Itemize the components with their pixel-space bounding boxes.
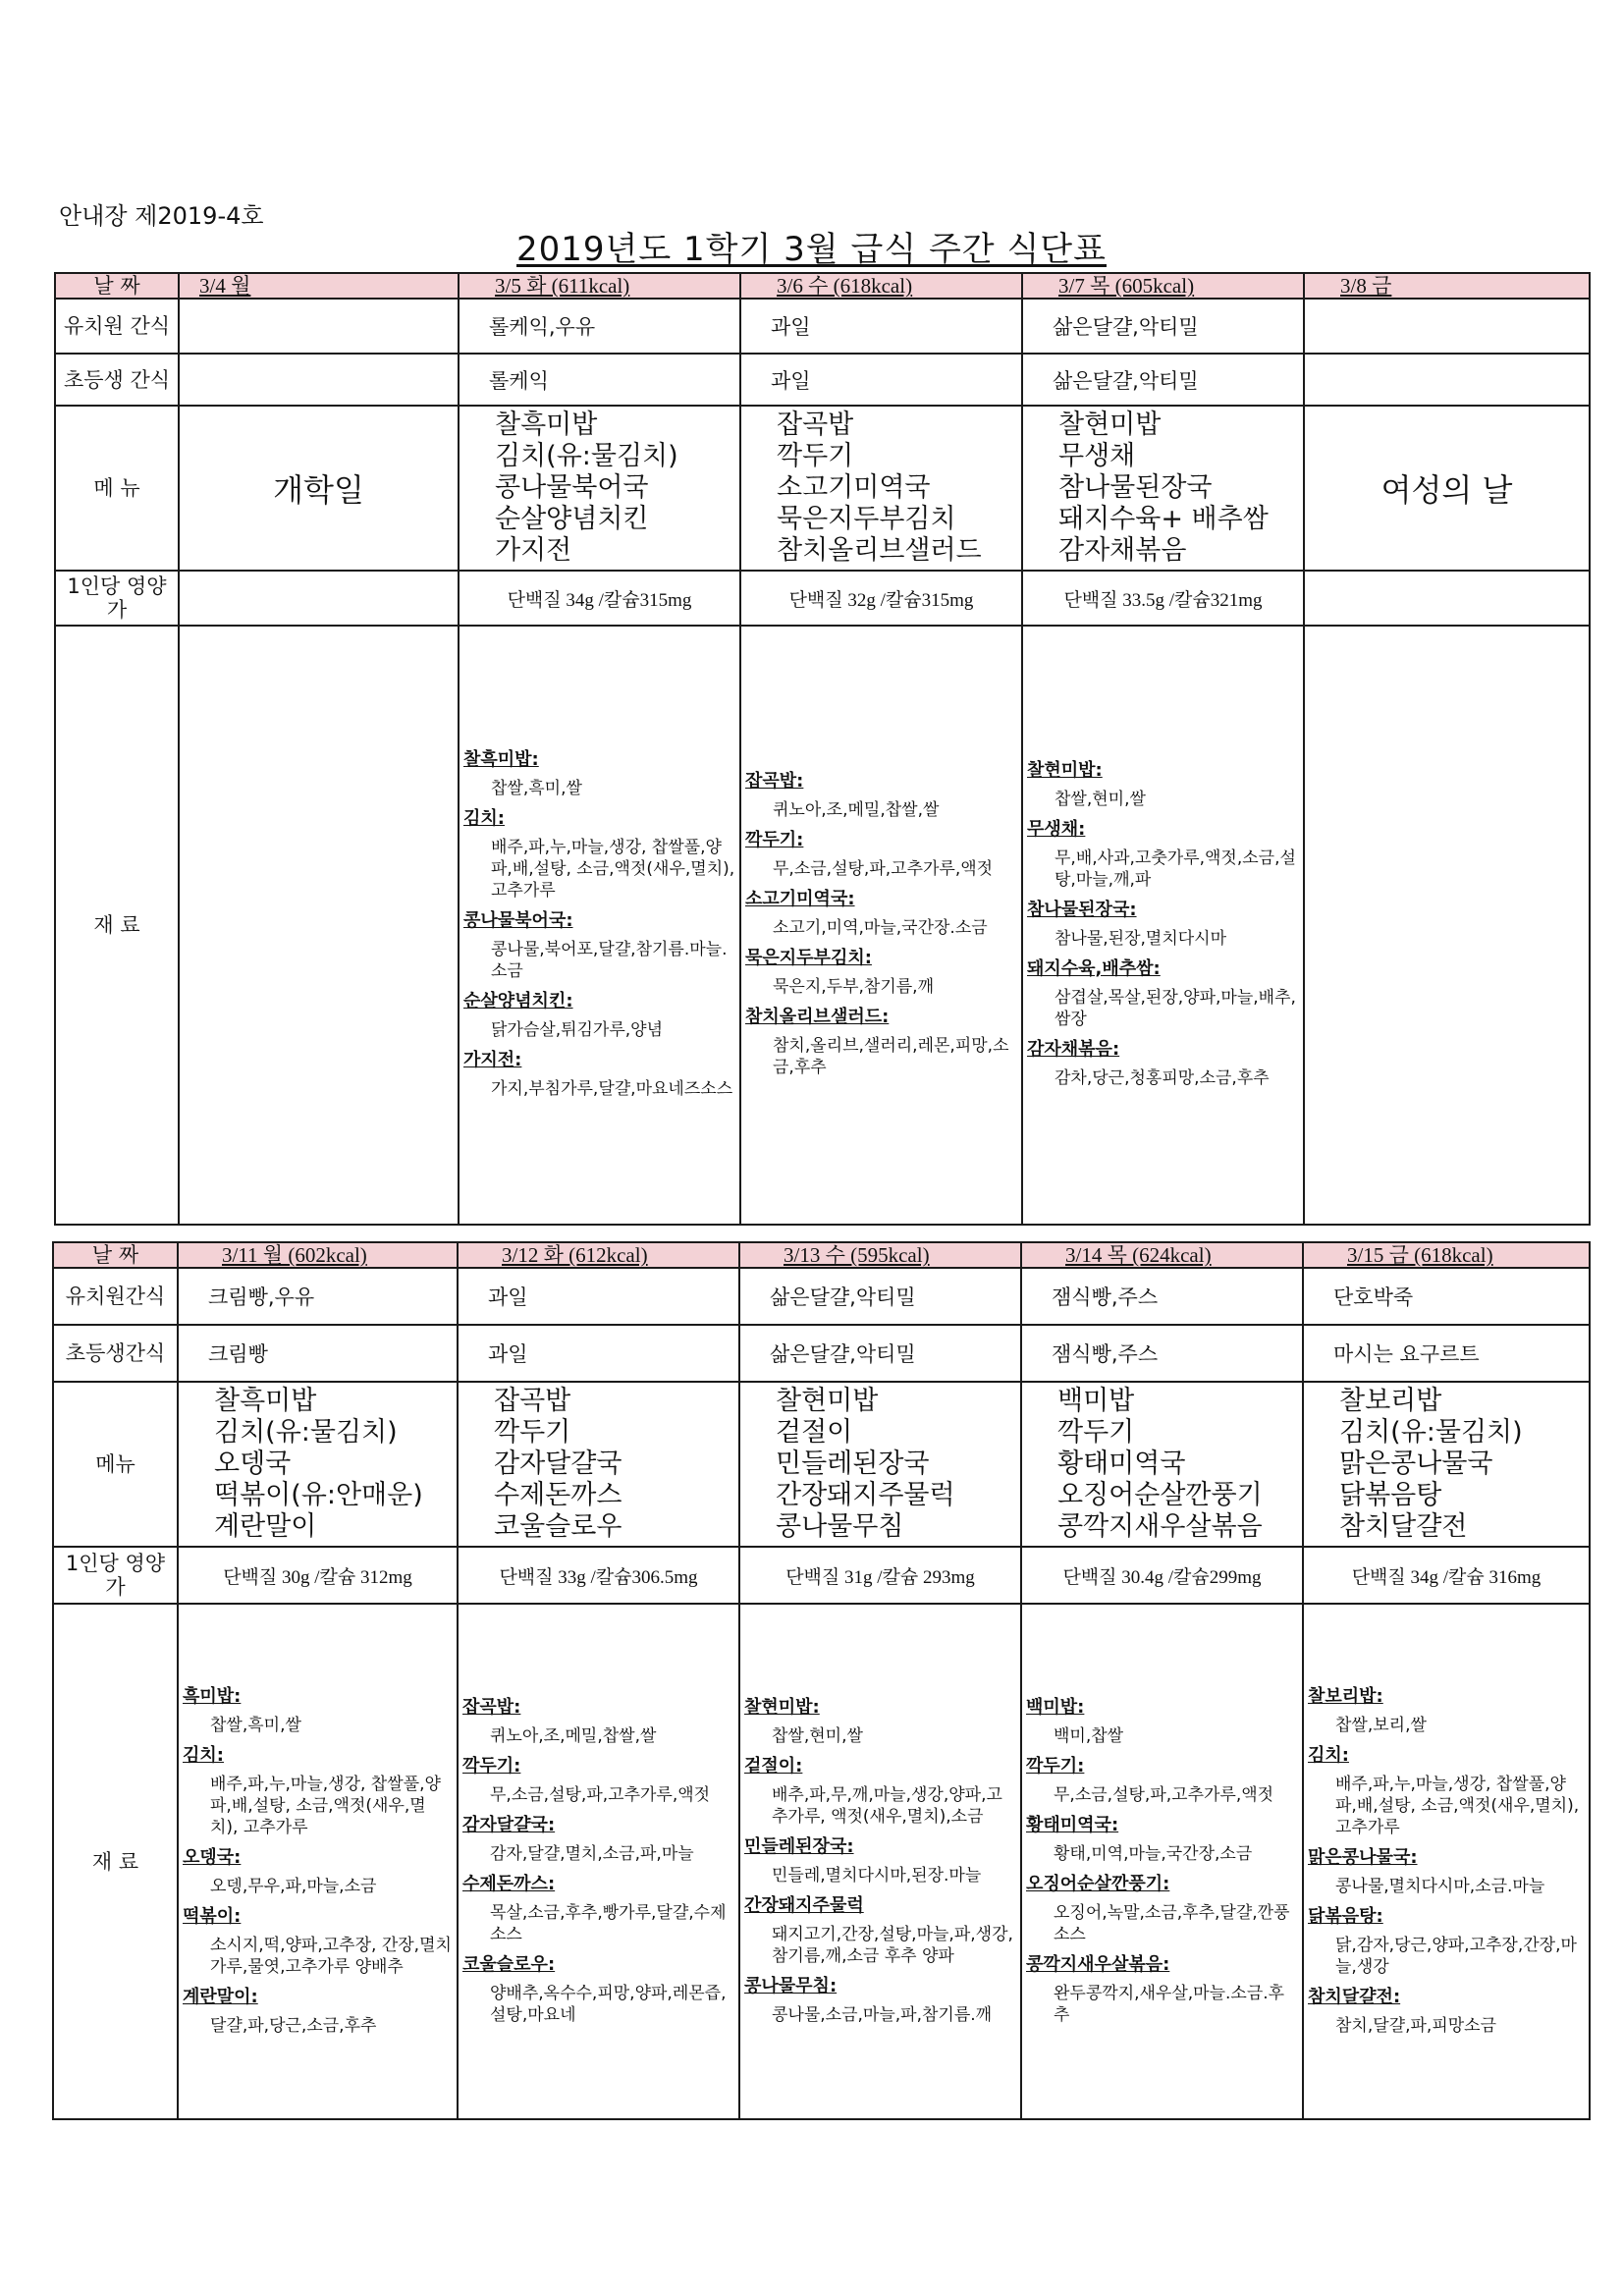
menu-item: 감자채볶음 [1058, 535, 1187, 566]
menu-item: 간장돼지주물럭 [776, 1480, 955, 1510]
menu-item: 떡볶이(유:안매운) [214, 1480, 423, 1510]
week1-menu-table [54, 272, 1591, 1226]
ingredients-cell [1021, 1604, 1303, 2119]
ingredient-group [1027, 759, 1299, 810]
ingredients-row [55, 626, 1590, 1225]
ingredient-group [183, 1986, 453, 2037]
elem-snack-row [53, 1325, 1590, 1382]
nutrition-cell [179, 571, 459, 626]
elem-snack-label: 초등생 간식 [55, 354, 179, 406]
menu-cell [1021, 1382, 1303, 1547]
ingredient-group [1026, 1696, 1298, 1747]
nutrition-cell: 단백질 34g /칼슘 316mg [1303, 1547, 1590, 1604]
ingredient-group [183, 1905, 453, 1978]
dish-name: 참나물된장국: [1027, 900, 1137, 920]
menu-item: 잡곡밥 [777, 410, 854, 440]
menu-item: 오징어순살깐풍기 [1057, 1480, 1263, 1510]
day-header: 3/7 목 (605kcal) [1022, 273, 1304, 299]
ingredient-group [462, 1953, 734, 2026]
ingredient-list: 콩나물,소금,마늘,파,참기름.깨 [772, 2004, 993, 2025]
dish-name: 김치: [1308, 1744, 1349, 1766]
menu-item: 콩깍지새우살볶음 [1057, 1511, 1263, 1542]
holiday-cell: 여성의 날 [1304, 406, 1590, 571]
date-label: 날 짜 [55, 273, 179, 299]
dish-name: 콩나물무침: [744, 1975, 838, 1996]
dish-name: 깍두기: [462, 1755, 521, 1777]
ingredient-group [463, 909, 735, 982]
dish-name: 깍두기: [1026, 1755, 1085, 1777]
snack-cell: 단호박죽 [1303, 1268, 1590, 1325]
menu-item: 묵은지두부김치 [777, 504, 956, 534]
elem-snack-row [55, 354, 1590, 406]
ingredient-group [744, 1835, 1016, 1886]
ingredient-list: 무,소금,설탕,파,고추가루,액젓 [490, 1784, 711, 1805]
ingredient-group [745, 829, 1017, 880]
ingredient-list: 참나물,된장,멸치다시마 [1055, 929, 1227, 949]
day-header: 3/12 화 (612kcal) [458, 1242, 739, 1268]
date-row [55, 273, 1590, 299]
ingredient-list: 소시지,떡,양파,고추장, 간장,멸치가루,물엿,고추가루 양배추 [210, 1935, 452, 1977]
day-header: 3/13 수 (595kcal) [739, 1242, 1021, 1268]
ingredient-group [1027, 818, 1299, 891]
menu-cell [739, 1382, 1021, 1547]
nutrition-cell: 단백질 30g /칼슘 312mg [178, 1547, 458, 1604]
ingredient-group [1026, 1873, 1298, 1945]
menu-item: 민들레된장국 [776, 1449, 930, 1479]
nutrition-cell: 단백질 33g /칼슘306.5mg [458, 1547, 739, 1604]
ingredient-list: 감차,당근,청홍피망,소금,후추 [1055, 1068, 1270, 1088]
ingredients-cell [1304, 626, 1590, 1225]
dish-name: 콩나물북어국: [463, 910, 573, 931]
day-header: 3/14 목 (624kcal) [1021, 1242, 1303, 1268]
menu-item: 참치달걀전 [1339, 1511, 1468, 1542]
nutrition-cell: 단백질 34g /칼슘315mg [459, 571, 740, 626]
ingredient-group [463, 990, 735, 1041]
snack-cell [1304, 354, 1590, 406]
snack-cell: 과일 [458, 1325, 739, 1382]
ingredient-list: 가지,부침가루,달걀,마요네즈소스 [491, 1079, 733, 1099]
menu-cell [1022, 406, 1304, 571]
ingredient-group [1308, 1905, 1585, 1978]
ingredient-group [745, 1006, 1017, 1078]
dish-name: 민들레된장국: [744, 1835, 854, 1857]
dish-name: 김치: [183, 1744, 224, 1766]
nutrition-cell: 단백질 31g /칼슘 293mg [739, 1547, 1021, 1604]
ingredient-group [183, 1744, 453, 1838]
document-number: 안내장 제2019-4호 [59, 202, 264, 230]
menu-item: 찰현미밥 [1058, 410, 1162, 440]
dish-name: 묵은지두부김치: [745, 948, 872, 968]
dish-name: 코울슬로우: [462, 1953, 556, 1975]
ingredient-list: 콩나물,북어포,달걀,참기름.마늘.소금 [491, 940, 728, 981]
holiday-cell: 개학일 [179, 406, 459, 571]
ingredient-list: 퀴노아,조,메밀,찹쌀,쌀 [773, 800, 940, 820]
dish-name: 가지전: [463, 1050, 522, 1070]
snack-cell [1304, 299, 1590, 354]
snack-cell: 과일 [458, 1268, 739, 1325]
ingredient-group [1026, 1814, 1298, 1865]
dish-name: 잡곡밥: [462, 1696, 521, 1718]
ingredient-group [1308, 1846, 1585, 1897]
menu-item: 잡곡밥 [494, 1386, 571, 1416]
ingredients-cell [179, 626, 459, 1225]
kinder-snack-row [53, 1268, 1590, 1325]
ingredients-cell [1303, 1604, 1590, 2119]
dish-name: 계란말이: [183, 1986, 258, 2007]
ingredient-group [462, 1696, 734, 1747]
ingredient-list: 무,소금,설탕,파,고추가루,액젓 [773, 859, 994, 879]
ingredient-list: 황태,미역,마늘,국간장,소금 [1054, 1843, 1253, 1864]
menu-item: 김치(유:물김치) [495, 441, 678, 471]
ingredient-list: 참치,달걀,파,피망소금 [1335, 2015, 1497, 2036]
dish-name: 돼지수육,배추쌈: [1027, 958, 1161, 979]
dish-name: 잡곡밥: [745, 771, 804, 792]
day-header: 3/11 월 (602kcal) [178, 1242, 458, 1268]
ingredients-cell [458, 1604, 739, 2119]
dish-name: 오징어순살깐풍기: [1026, 1873, 1170, 1894]
ingredient-group [744, 1975, 1016, 2026]
ingredient-group [183, 1685, 453, 1736]
day-header: 3/8 금 [1304, 273, 1590, 299]
ingredient-group [462, 1814, 734, 1865]
ingredient-list: 찹쌀,현미,쌀 [772, 1725, 863, 1746]
menu-cell [1303, 1382, 1590, 1547]
menu-item: 소고기미역국 [777, 472, 931, 503]
snack-cell: 잼식빵,주스 [1021, 1325, 1303, 1382]
nutrition-label: 1인당 영양가 [55, 571, 179, 626]
dish-name: 흑미밥: [183, 1685, 242, 1707]
dish-name: 김치: [463, 808, 505, 829]
menu-item: 황태미역국 [1057, 1449, 1186, 1479]
menu-item: 깍두기 [494, 1417, 571, 1448]
snack-cell: 크림빵 [178, 1325, 458, 1382]
menu-item: 찰보리밥 [1339, 1386, 1442, 1416]
dish-name: 오뎅국: [183, 1846, 242, 1868]
nutrition-row [53, 1547, 1590, 1604]
dish-name: 간장돼지주물럭 [744, 1894, 864, 1916]
day-header: 3/15 금 (618kcal) [1303, 1242, 1590, 1268]
ingredient-group [1027, 899, 1299, 950]
ingredient-group [463, 748, 735, 799]
ingredients-label: 재 료 [53, 1604, 178, 2119]
ingredient-group [1026, 1755, 1298, 1806]
menu-item: 감자달걀국 [494, 1449, 622, 1479]
dish-name: 감자채볶음: [1027, 1039, 1120, 1060]
ingredients-cell [178, 1604, 458, 2119]
dish-name: 찰현미밥: [1027, 760, 1103, 781]
ingredient-list: 묵은지,두부,참기름,깨 [773, 977, 935, 997]
menu-item: 백미밥 [1057, 1386, 1135, 1416]
dish-name: 깍두기: [745, 830, 804, 850]
ingredient-list: 삼겹살,목살,된장,양파,마늘,배추,쌈장 [1055, 988, 1296, 1029]
ingredient-list: 참치,올리브,샐러리,레몬,피망,소금,후추 [773, 1036, 1009, 1077]
ingredient-group [463, 807, 735, 902]
dish-name: 감자달걀국: [462, 1814, 556, 1835]
kinder-snack-label: 유치원 간식 [55, 299, 179, 354]
dish-name: 수제돈까스: [462, 1873, 556, 1894]
menu-label: 메뉴 [53, 1382, 178, 1547]
menu-row [53, 1382, 1590, 1547]
menu-item: 맑은콩나물국 [1339, 1449, 1493, 1479]
ingredient-list: 오뎅,무우,파,마늘,소금 [210, 1876, 377, 1896]
ingredient-list: 찹쌀,현미,쌀 [1055, 790, 1146, 809]
dish-name: 백미밥: [1026, 1696, 1085, 1718]
ingredient-group [1308, 1744, 1585, 1838]
menu-item: 겉절이 [776, 1417, 853, 1448]
dish-name: 떡볶이: [183, 1905, 242, 1927]
ingredient-group [183, 1846, 453, 1897]
menu-item: 참치올리브샐러드 [777, 535, 982, 566]
menu-row [55, 406, 1590, 571]
snack-cell: 마시는 요구르트 [1303, 1325, 1590, 1382]
ingredient-list: 배주,파,누,마늘,생강, 찹쌀풀,양파,배,설탕, 소금,액젓(새우,멸치), 고추가루 [1335, 1774, 1580, 1837]
ingredients-cell [459, 626, 740, 1225]
dish-name: 황태미역국: [1026, 1814, 1119, 1835]
ingredient-group [744, 1696, 1016, 1747]
ingredients-label: 재 료 [55, 626, 179, 1225]
kinder-snack-row [55, 299, 1590, 354]
ingredients-cell [740, 626, 1022, 1225]
menu-cell [740, 406, 1022, 571]
ingredient-list: 찹쌀,흑미,쌀 [491, 779, 582, 798]
ingredient-group [462, 1873, 734, 1945]
dish-name: 소고기미역국: [745, 889, 855, 909]
day-header: 3/5 화 (611kcal) [459, 273, 740, 299]
snack-cell: 과일 [740, 299, 1022, 354]
ingredient-group [1308, 1685, 1585, 1736]
ingredient-list: 완두콩깍지,새우살,마늘.소금.후추 [1054, 1983, 1285, 2025]
menu-item: 김치(유:물김치) [1339, 1417, 1523, 1448]
ingredient-list: 양배추,옥수수,피망,양파,레몬즙,설탕,마요네 [490, 1983, 727, 2025]
snack-cell: 삶은달걀,악티밀 [1022, 299, 1304, 354]
ingredient-list: 배주,파,누,마늘,생강, 찹쌀풀,양파,배,설탕, 소금,액젓(새우,멸치), 고추가루 [491, 838, 735, 901]
menu-cell [178, 1382, 458, 1547]
dish-name: 닭볶음탕: [1308, 1905, 1383, 1927]
menu-label: 메 뉴 [55, 406, 179, 571]
ingredient-list: 소고기,미역,마늘,국간장.소금 [773, 918, 988, 938]
ingredient-group [1027, 1038, 1299, 1089]
menu-item: 찰흑미밥 [495, 410, 598, 440]
dish-name: 참치달걀전: [1308, 1986, 1401, 2007]
kinder-snack-label: 유치원간식 [53, 1268, 178, 1325]
ingredient-list: 백미,찹쌀 [1054, 1725, 1124, 1746]
menu-item: 참나물된장국 [1058, 472, 1213, 503]
menu-cell [459, 406, 740, 571]
ingredient-list: 무,소금,설탕,파,고추가루,액젓 [1054, 1784, 1274, 1805]
snack-cell: 삶은달걀,악티밀 [739, 1268, 1021, 1325]
menu-cell [458, 1382, 739, 1547]
menu-item: 수제돈까스 [494, 1480, 622, 1510]
ingredient-list: 돼지고기,간장,설탕,마늘,파,생강,참기름,깨,소금 후추 양파 [772, 1924, 1013, 1966]
dish-name: 겉절이: [744, 1755, 803, 1777]
week2-menu-table [52, 1241, 1591, 2120]
ingredient-list: 배추,파,무,깨,마늘,생강,양파,고추가루, 액젓(새우,멸치),소금 [772, 1784, 1002, 1827]
ingredient-group [1027, 957, 1299, 1030]
ingredient-group [745, 888, 1017, 939]
ingredient-list: 배주,파,누,마늘,생강, 찹쌀풀,양파,배,설탕, 소금,액젓(새우,멸치), 고추가루 [210, 1774, 441, 1837]
nutrition-label: 1인당 영양가 [53, 1547, 178, 1604]
nutrition-cell [1304, 571, 1590, 626]
menu-item: 오뎅국 [214, 1449, 292, 1479]
ingredient-list: 민들레,멸치다시마,된장.마늘 [772, 1865, 982, 1886]
ingredient-list: 찹쌀,흑미,쌀 [210, 1715, 301, 1735]
menu-item: 깍두기 [1057, 1417, 1135, 1448]
ingredient-group [1308, 1986, 1585, 2037]
snack-cell: 과일 [740, 354, 1022, 406]
snack-cell: 잼식빵,주스 [1021, 1268, 1303, 1325]
ingredient-group [1026, 1953, 1298, 2026]
menu-item: 콩나물북어국 [495, 472, 649, 503]
elem-snack-label: 초등생간식 [53, 1325, 178, 1382]
menu-item: 계란말이 [214, 1511, 317, 1542]
dish-name: 무생채: [1027, 819, 1086, 840]
dish-name: 맑은콩나물국: [1308, 1846, 1418, 1868]
menu-item: 순살양념치킨 [495, 504, 649, 534]
ingredient-list: 콩나물,멸치다시마,소금.마늘 [1335, 1876, 1545, 1896]
menu-item: 코울슬로우 [494, 1511, 622, 1542]
menu-item: 돼지수육+ 배추쌈 [1058, 504, 1269, 534]
menu-item: 김치(유:물김치) [214, 1417, 398, 1448]
dish-name: 찰흑미밥: [463, 749, 539, 770]
snack-cell: 롤케익 [459, 354, 740, 406]
ingredient-group [745, 947, 1017, 998]
ingredient-list: 무,배,사과,고춧가루,액젓,소금,설탕,마늘,깨,파 [1055, 848, 1296, 890]
ingredient-list: 감자,달걀,멸치,소금,파,마늘 [490, 1843, 694, 1864]
ingredient-list: 오징어,녹말,소금,후추,달걀,깐풍소스 [1054, 1902, 1290, 1944]
ingredient-list: 퀴노아,조,메밀,찹쌀,쌀 [490, 1725, 657, 1746]
snack-cell [179, 299, 459, 354]
menu-item: 닭볶음탕 [1339, 1480, 1442, 1510]
ingredient-list: 닭,감자,당근,양파,고추장,간장,마늘,생강 [1335, 1935, 1577, 1977]
dish-name: 콩깍지새우살볶음: [1026, 1953, 1170, 1975]
date-label: 날 짜 [53, 1242, 178, 1268]
menu-item: 깍두기 [777, 441, 854, 471]
day-header: 3/4 월 [179, 273, 459, 299]
menu-item: 가지전 [495, 535, 572, 566]
ingredients-cell [1022, 626, 1304, 1225]
ingredient-list: 목살,소금,후추,빵가루,달걀,수제소스 [490, 1902, 727, 1944]
ingredients-row [53, 1604, 1590, 2119]
nutrition-cell: 단백질 32g /칼슘315mg [740, 571, 1022, 626]
snack-cell: 롤케익,우유 [459, 299, 740, 354]
ingredients-cell [739, 1604, 1021, 2119]
date-row [53, 1242, 1590, 1268]
ingredient-group [462, 1755, 734, 1806]
dish-name: 찰현미밥: [744, 1696, 820, 1718]
nutrition-row [55, 571, 1590, 626]
menu-item: 찰현미밥 [776, 1386, 879, 1416]
nutrition-cell: 단백질 30.4g /칼슘299mg [1021, 1547, 1303, 1604]
menu-item: 찰흑미밥 [214, 1386, 317, 1416]
page-title: 2019년도 1학기 3월 급식 주간 식단표 [516, 230, 1107, 269]
ingredient-list: 달걀,파,당근,소금,후추 [210, 2015, 377, 2036]
menu-item: 콩나물무침 [776, 1511, 904, 1542]
ingredient-list: 찹쌀,보리,쌀 [1335, 1715, 1427, 1735]
ingredient-group [745, 770, 1017, 821]
snack-cell: 크림빵,우유 [178, 1268, 458, 1325]
day-header: 3/6 수 (618kcal) [740, 273, 1022, 299]
nutrition-cell: 단백질 33.5g /칼슘321mg [1022, 571, 1304, 626]
ingredient-group [744, 1894, 1016, 1967]
dish-name: 순살양념치킨: [463, 991, 573, 1011]
dish-name: 찰보리밥: [1308, 1685, 1383, 1707]
ingredient-group [744, 1755, 1016, 1828]
snack-cell: 삶은달걀,악티밀 [1022, 354, 1304, 406]
ingredient-group [463, 1049, 735, 1100]
dish-name: 참치올리브샐러드: [745, 1007, 890, 1027]
ingredient-list: 닭가슴살,튀김가루,양념 [491, 1020, 664, 1040]
menu-item: 무생채 [1058, 441, 1136, 471]
snack-cell: 삶은달걀,악티밀 [739, 1325, 1021, 1382]
snack-cell [179, 354, 459, 406]
